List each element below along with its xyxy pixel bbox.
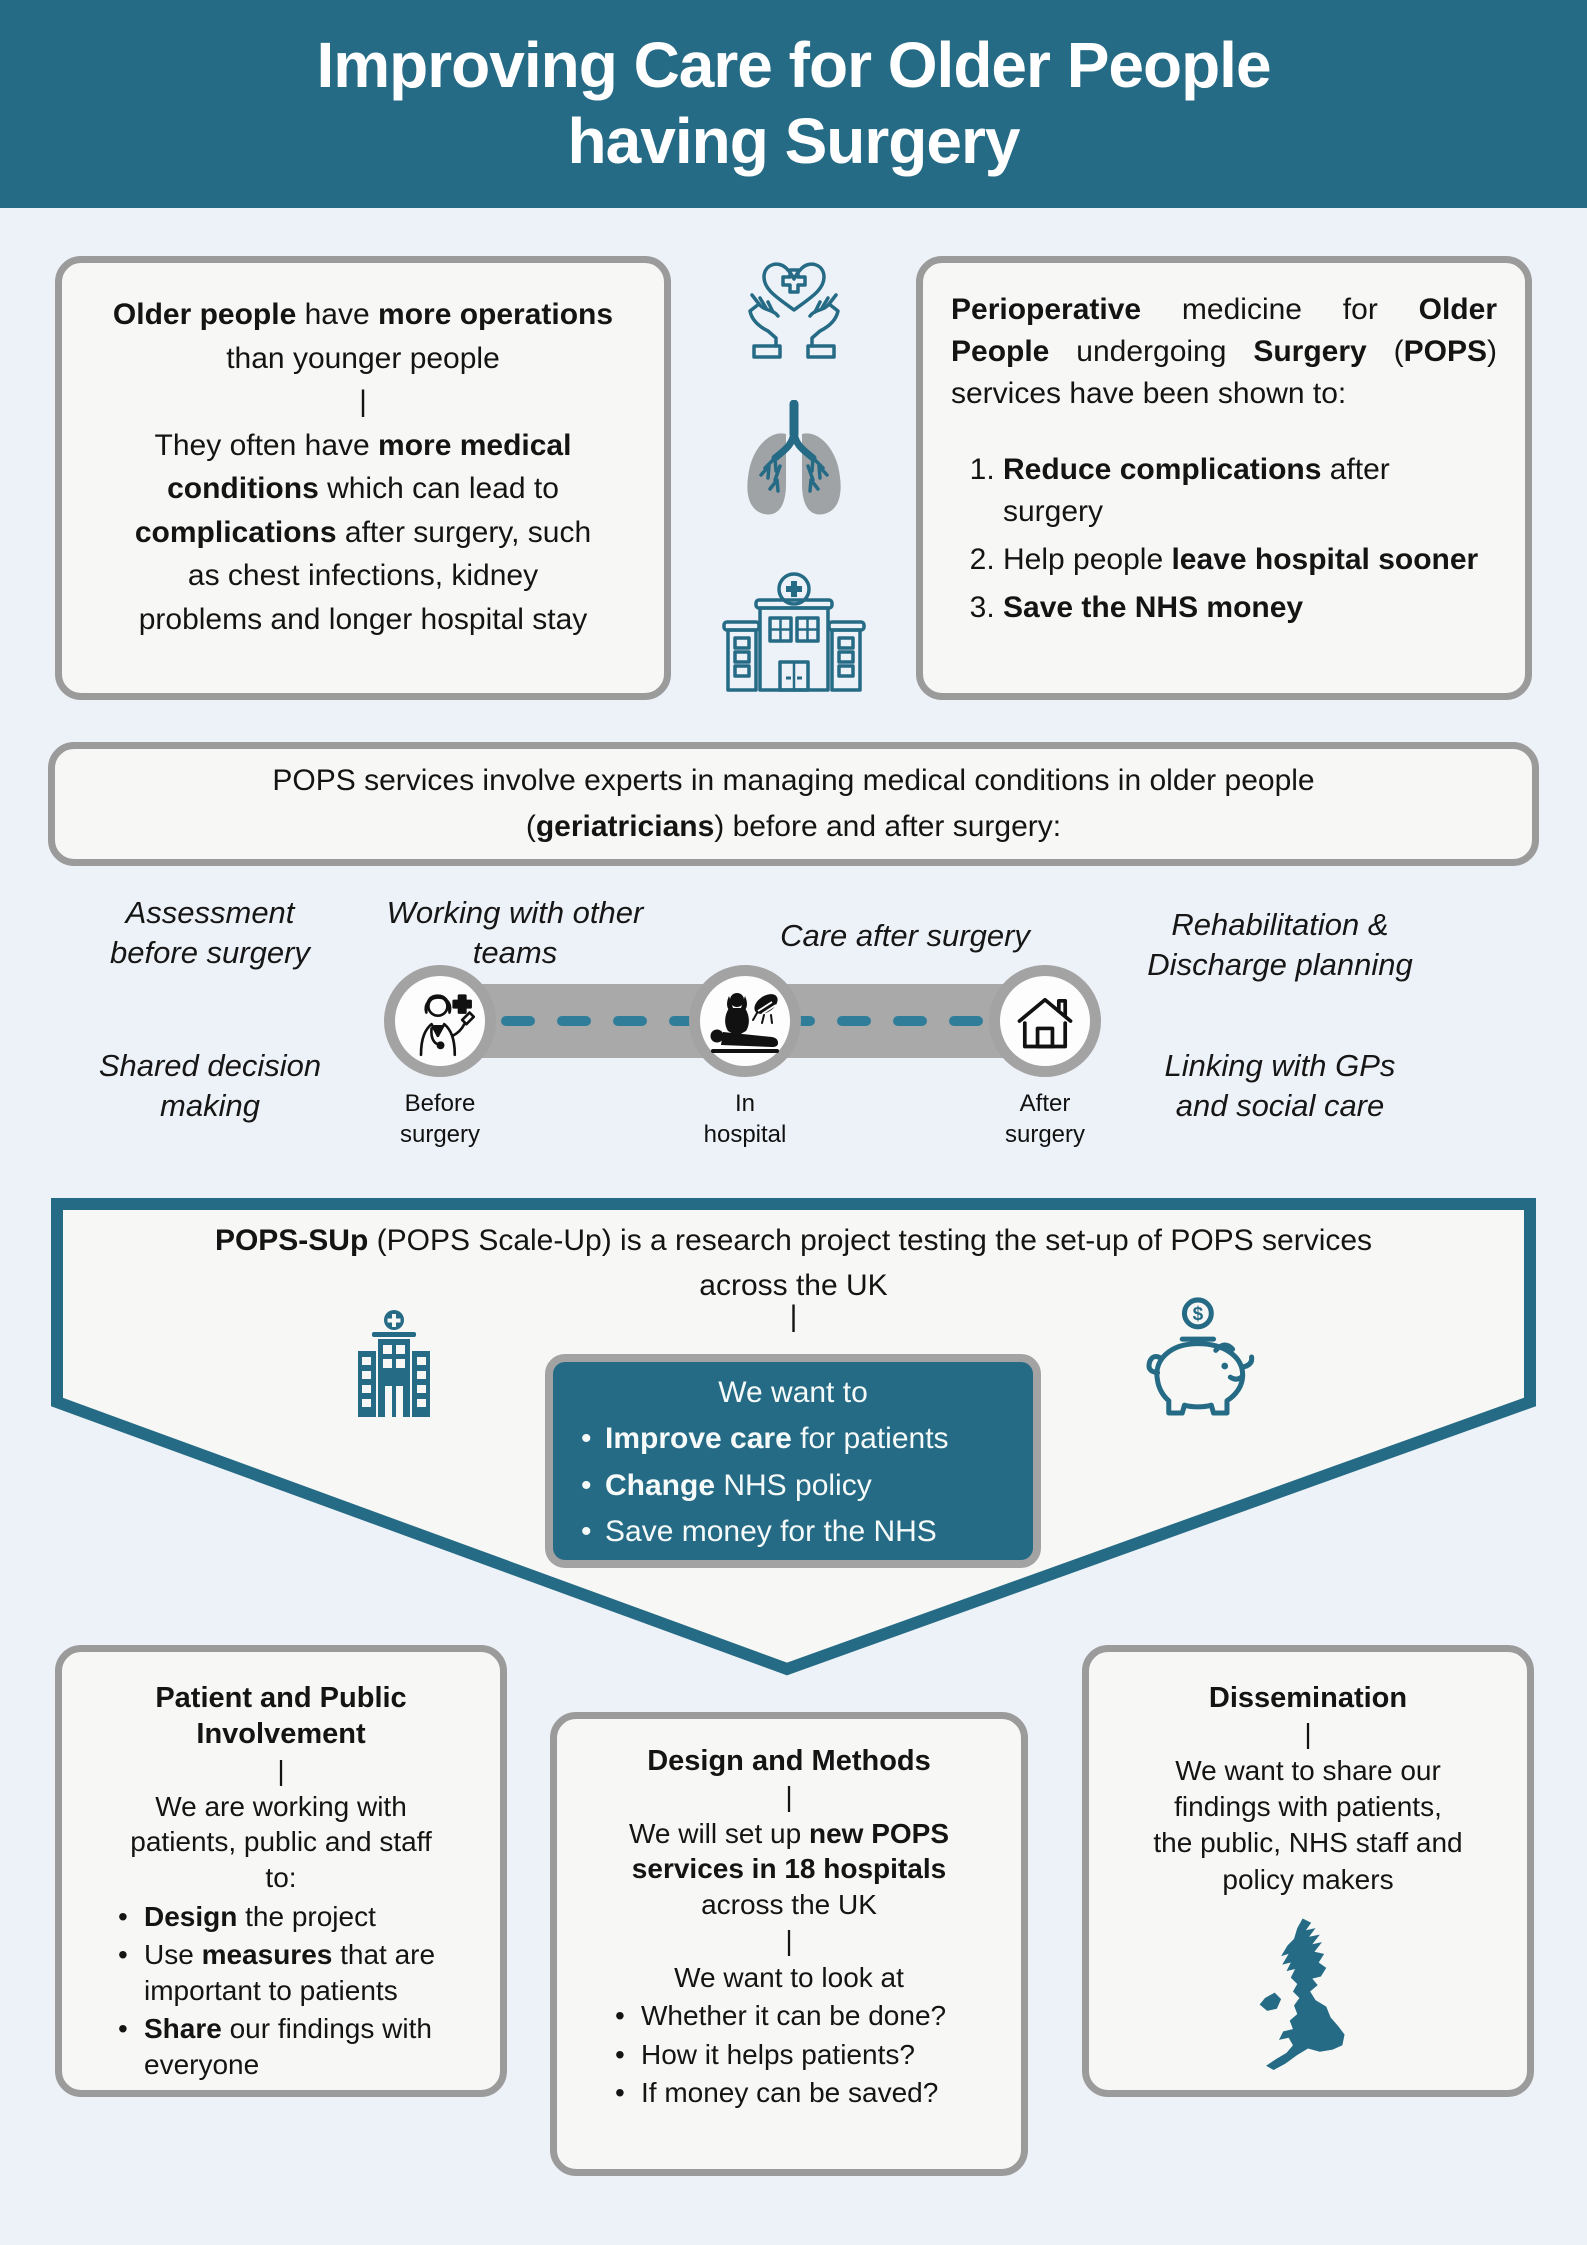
design-and-methods-box: [550, 1712, 1028, 2176]
hospital-solid-icon: [351, 1308, 437, 1428]
dissemination-body: We want to share our findings with patients, the public, NHS staff and policy makers: [1153, 1754, 1463, 1895]
list-item: • How it helps patients?: [615, 2037, 997, 2073]
methods-list: [581, 1998, 997, 2111]
stop-label-after-surgery: After surgery: [1004, 1090, 1086, 1149]
doctor-icon: [405, 983, 475, 1059]
scaleup-divider: |: [789, 1300, 798, 1333]
ppi-title: Patient and Public Involvement: [155, 1682, 407, 1751]
stop-label-in-hospital: In hospital: [703, 1090, 787, 1149]
surgery-icon: [706, 987, 784, 1055]
we-want-to-title: We want to: [718, 1376, 868, 1409]
list-item: • If money can be saved?: [615, 2075, 997, 2111]
methods-lead: We want to look at: [674, 1961, 904, 1993]
timeline-stop-before-surgery: [384, 965, 496, 1077]
hands-holding-heart-icon: [733, 250, 855, 366]
list-item: • Save money for the NHS: [581, 1509, 1023, 1556]
header-banner: [0, 0, 1587, 208]
stop-label-before-surgery: Before surgery: [399, 1090, 481, 1149]
label-assessment-before-surgery: Assessment before surgery: [110, 895, 310, 971]
list-item: 3. Save the NHS money: [1003, 587, 1497, 629]
ppi-body: We are working with patients, public and staff to:: [130, 1790, 432, 1893]
svg-text:$: $: [1192, 1304, 1204, 1326]
hospital-building-icon: [715, 570, 873, 710]
scaleup-heading: POPS-SUp (POPS Scale-Up) is a research project testing the set-up of POPS services across the UK: [214, 1224, 1373, 1302]
we-want-to-panel: [545, 1354, 1041, 1568]
pops-benefits-box: [916, 256, 1532, 700]
label-rehabilitation-discharge: Rehabilitation & Discharge planning: [1147, 907, 1413, 983]
list-item: • Whether it can be done?: [615, 1998, 997, 2034]
list-item: • Use measures that are important to patients: [118, 1937, 478, 2008]
methods-divider-2: |: [785, 1925, 793, 1957]
label-shared-decision-making: Shared decision making: [98, 1048, 322, 1124]
methods-body: We will set up new POPS services in 18 hospitals across the UK: [628, 1817, 950, 1921]
pops-benefits-list: [951, 449, 1497, 629]
methods-divider-1: |: [785, 1781, 793, 1813]
pops-definition-text: POPS services involve experts in managing medical conditions in older people (geriatricians) before and after surgery:: [272, 763, 1315, 843]
uk-map-icon: [1243, 1912, 1373, 2084]
patient-public-involvement-box: [55, 1645, 507, 2097]
timeline-stop-after-surgery: [989, 965, 1101, 1077]
list-item: • Share our findings with everyone: [118, 2011, 478, 2082]
timeline-stop-in-hospital: [689, 965, 801, 1077]
we-want-to-list: [553, 1416, 1033, 1556]
label-linking-gps-social-care: Linking with GPs and social care: [1164, 1048, 1396, 1124]
dissemination-box: [1082, 1645, 1534, 2097]
older-people-info-box: [55, 256, 671, 700]
pops-definition-box: [48, 742, 1539, 866]
list-item: • Improve care for patients: [581, 1416, 1023, 1463]
label-working-with-other-teams: Working with other teams: [386, 895, 644, 971]
lungs-icon: [724, 400, 864, 536]
label-care-after-surgery: Care after surgery: [780, 918, 1030, 953]
ppi-divider: |: [277, 1754, 285, 1786]
dissemination-divider: |: [1304, 1718, 1312, 1750]
ppi-list: [84, 1899, 478, 2083]
pops-benefits-lead: Perioperative medicine for Older People undergoing Surgery (POPS) services have been shown to:: [951, 293, 1497, 410]
list-item: • Design the project: [118, 1899, 478, 1935]
older-people-info-text: Older people have more operations than younger people | They often have more medical conditions which can lead to complications after surgery, such as chest infections, kidney problems and longer hospital stay: [112, 298, 614, 636]
list-item: 1. Reduce complications after surgery: [1003, 449, 1497, 533]
piggy-bank-icon: [1124, 1296, 1274, 1436]
dissemination-title: Dissemination: [1208, 1682, 1408, 1714]
list-item: • Change NHS policy: [581, 1463, 1023, 1510]
house-icon: [1011, 989, 1079, 1053]
medical-icon-column: [700, 250, 887, 710]
methods-title: Design and Methods: [647, 1745, 931, 1777]
page-title: Improving Care for Older People having Surgery: [316, 29, 1271, 177]
list-item: 2. Help people leave hospital sooner: [1003, 539, 1497, 581]
